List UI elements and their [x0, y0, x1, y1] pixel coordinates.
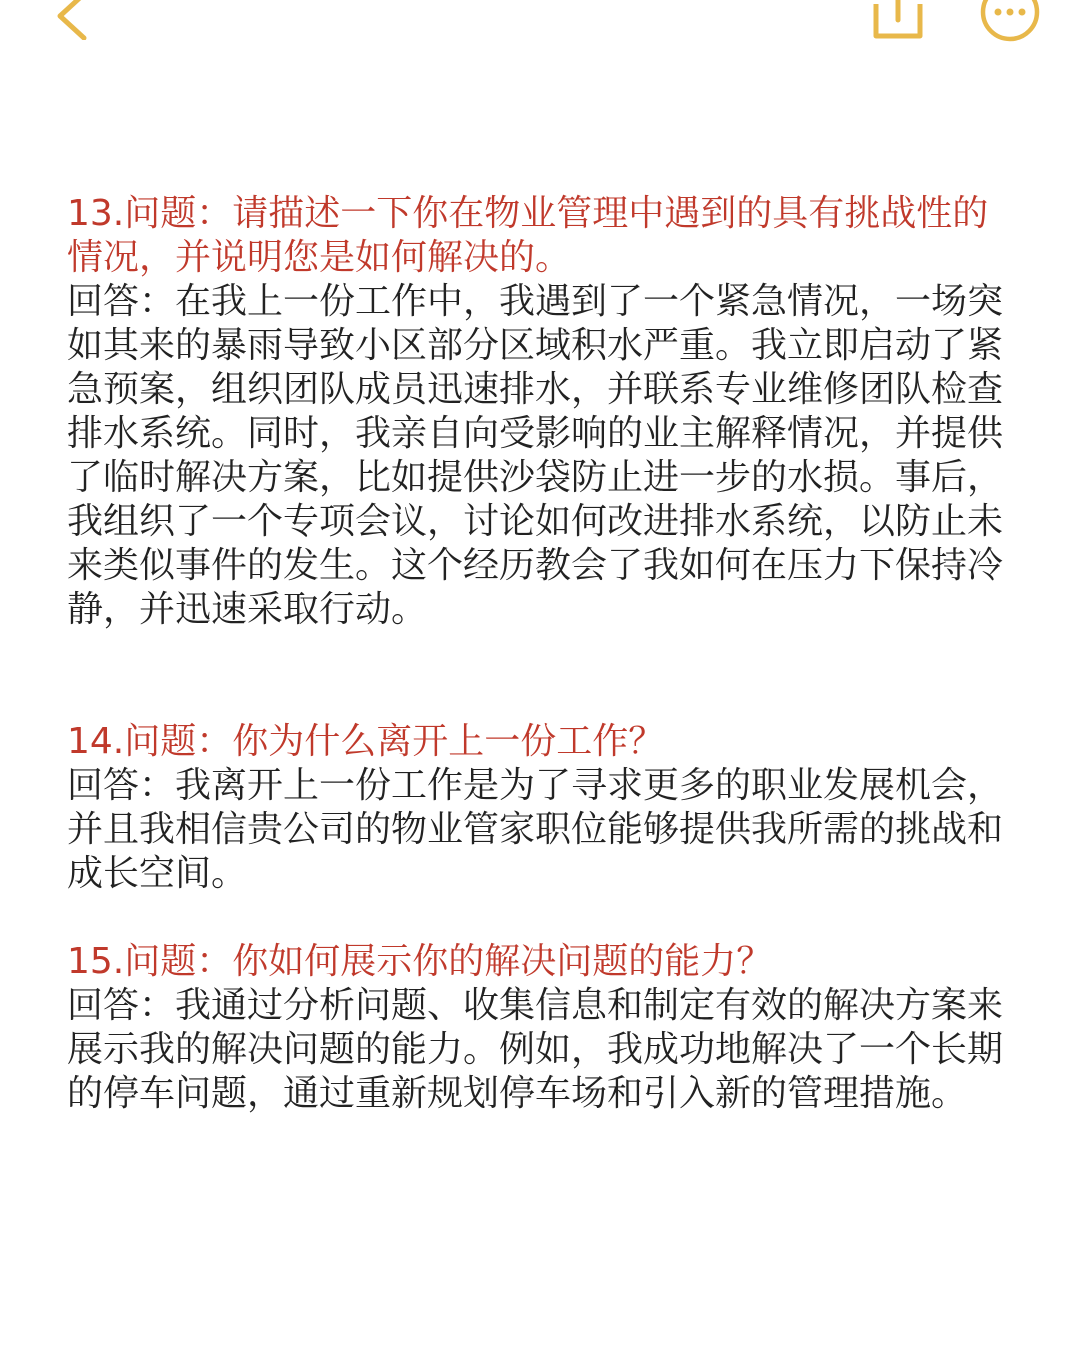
answer-text: 回答：我离开上一份工作是为了寻求更多的职业发展机会，并且我相信贵公司的物业管家职位能够提供我所需的挑战和成长空间。	[67, 765, 1004, 894]
qa-item-14	[67, 720, 1017, 896]
more-icon[interactable]	[978, 0, 1042, 44]
share-icon[interactable]	[868, 0, 928, 44]
question-text: 15.问题：你如何展示你的解决问题的能力？	[67, 941, 773, 982]
qa-item-15	[67, 940, 1017, 1116]
chevron-left-icon[interactable]	[44, 0, 100, 40]
question-text: 14.问题：你为什么离开上一份工作？	[67, 721, 665, 762]
answer-text: 回答：在我上一份工作中，我遇到了一个紧急情况，一场突如其来的暴雨导致小区部分区域积水严重。我立即启动了紧急预案，组织团队成员迅速排水，并联系专业维修团队检查排水系统。同时，我亲自向受影响的业主解释情况，并提供了临时解决方案，比如提供沙袋防止进一步的水损。事后，我组织了一个专项会议，讨论如何改进排水系统，以防止未来类似事件的发生。这个经历教会了我如何在压力下保持冷静，并迅速采取行动。	[67, 281, 1004, 630]
answer-text: 回答：我通过分析问题、收集信息和制定有效的解决方案来展示我的解决问题的能力。例如，我成功地解决了一个长期的停车问题，通过重新规划停车场和引入新的管理措施。	[67, 985, 1004, 1114]
qa-list	[67, 192, 1017, 1116]
qa-item-13	[67, 192, 1017, 632]
question-text: 13.问题：请描述一下你在物业管理中遇到的具有挑战性的情况，并说明您是如何解决的。	[67, 193, 989, 278]
top-bar	[0, 0, 1080, 60]
